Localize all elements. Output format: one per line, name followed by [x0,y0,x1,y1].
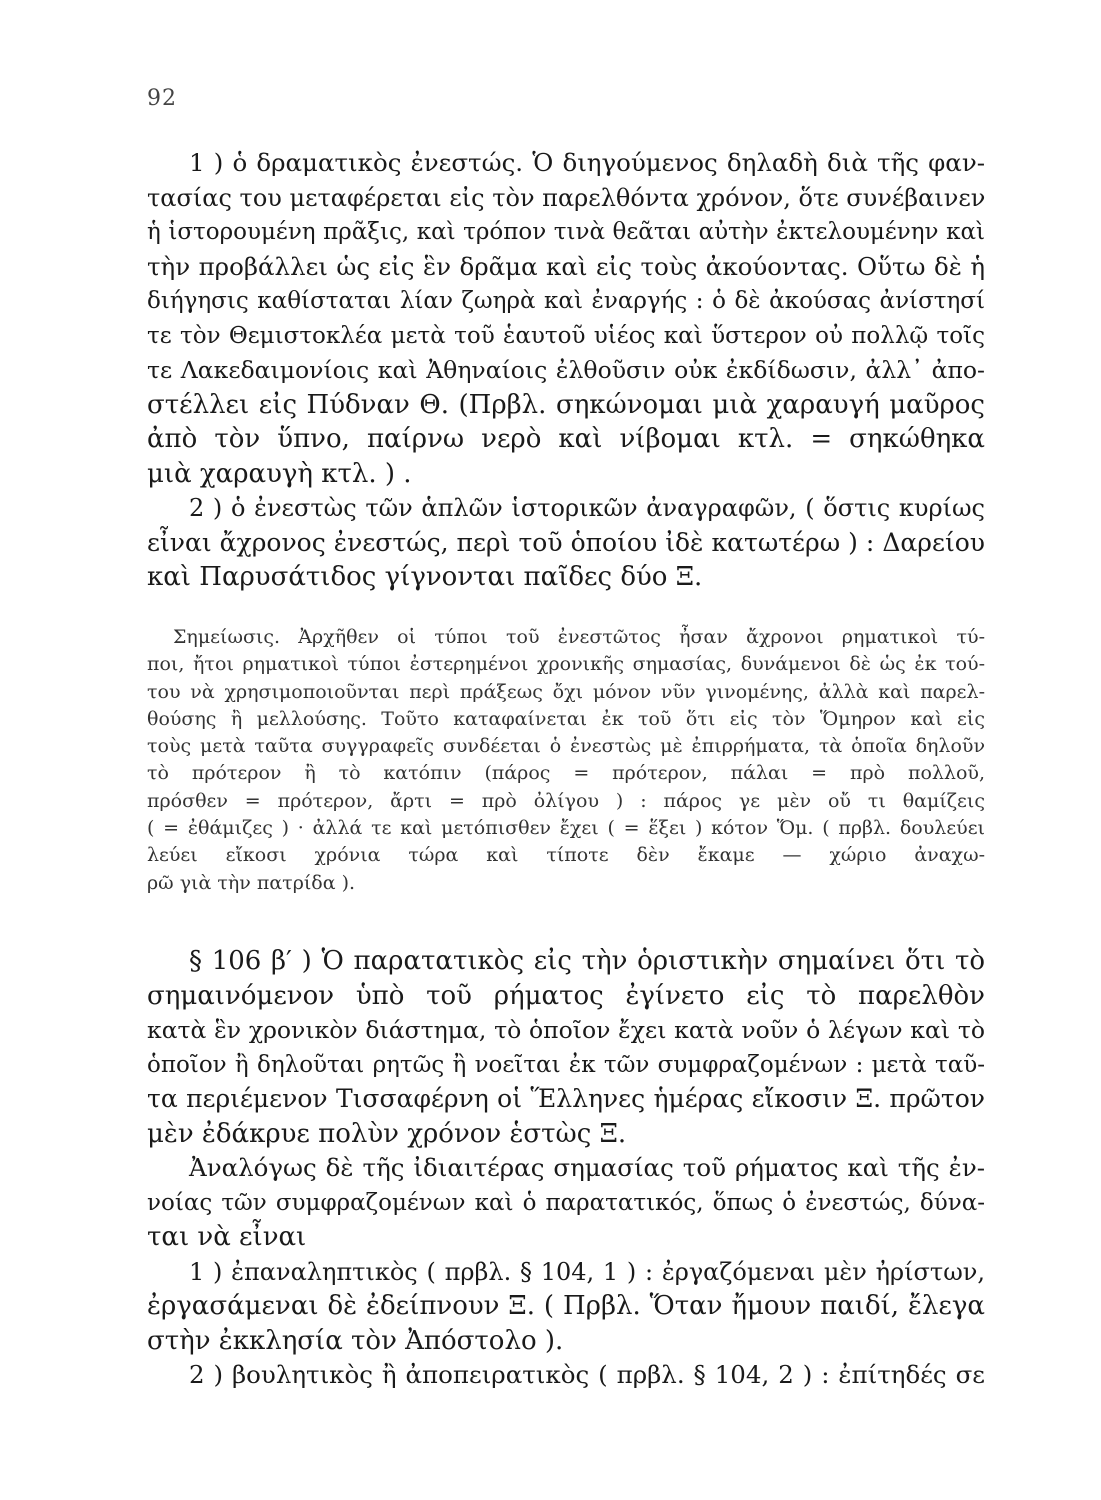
note-line: Σημείωσις. Ἀρχῆθεν οἱ τύποι τοῦ ἐνεστῶτος ἦσαν ἄχρονοι ρηματικοὶ τύ- [173,626,985,648]
note-line: πρόσθεν = πρότερον, ἄρτι = πρὸ ὀλίγου ) : πάρος γε μὲν οὔ τι θαμίζεις [147,789,985,812]
text-line: εἶναι ἄχρονος ἐνεστώς, περὶ τοῦ ὁποίου ἰδὲ κατωτέρω ) : Δαρείου [147,527,985,557]
note-line: ρῶ γιὰ τὴν πατρίδα ). [147,871,356,894]
text-line: μὲν ἐδάκρυε πολὺν χρόνον ἑστὼς Ξ. [147,1118,627,1149]
text-line: ἐργασάμεναι δὲ ἐδείπνουν Ξ. ( Πρβλ. Ὅταν ἤμουν παιδί, ἔλεγα [147,1291,985,1321]
text-line: καὶ Παρυσάτιδος γίγνονται παῖδες δύο Ξ. [147,562,703,592]
text-line: 2 ) ὁ ἐνεστὼς τῶν ἁπλῶν ἱστορικῶν ἀναγραφῶν, ( ὅστις κυρίως [189,494,985,522]
note-line: λεύει εἴκοσι χρόνια τώρα καὶ τίποτε δὲν ἔκαμε — χώριο ἀναχω- [147,844,985,867]
text-line: νοίας τῶν συμφραζομένων καὶ ὁ παρατατικός, ὅπως ὁ ἐνεστώς, δύνα- [147,1189,985,1216]
text-line: τὴν προβάλλει ὡς εἰς ἓν δρᾶμα καὶ εἰς τοὺς ἀκούοντας. Οὕτω δὲ ἡ [147,251,985,281]
text-line: κατὰ ἓν χρονικὸν διάστημα, τὸ ὁποῖον ἔχει κατὰ νοῦν ὁ λέγων καὶ τὸ [147,1016,985,1044]
text-line: ἀπὸ τὸν ὕπνο, παίρνω νερὸ καὶ νίβομαι κτλ. = σηκώθηκα [147,424,985,454]
text-line: 2 ) βουλητικὸς ἢ ἀποπειρατικὸς ( πρβλ. § 104, 2 ) : ἐπίτηδές σε [189,1360,985,1389]
text-line: ται νὰ εἶναι [147,1222,307,1252]
note-line: τὸ πρότερον ἢ τὸ κατόπιν (πάρος = πρότερον, πάλαι = πρὸ πολλοῦ, [147,762,985,785]
note-block [147,624,985,897]
text-line: 1 ) ἐπαναληπτικὸς ( πρβλ. § 104, 1 ) : ἐργαζόμεναι μὲν ἠρίστων, [189,1257,985,1286]
text-line: ἡ ἱστορουμένη πρᾶξις, καὶ τρόπον τινὰ θεᾶται αὐτὴν ἐκτελουμένην καὶ [147,219,985,245]
text-line: σημαινόμενον ὑπὸ τοῦ ρήματος ἐγίνετο εἰς τὸ παρελθὸν [147,980,985,1011]
text-line: διήγησις καθίσταται λίαν ζωηρὰ καὶ ἐναργής : ὁ δὲ ἀκούσας ἀνίστησί [147,288,985,314]
note-line: τοὺς μετὰ ταῦτα συγγραφεῖς συνδέεται ὁ ἐνεστὼς μὲ ἐπιρρήματα, τὰ ὁποῖα δηλοῦν [147,735,985,758]
text-line: τε Λακεδαιμονίοις καὶ Ἀθηναίοις ἐλθοῦσιν οὐκ ἐκδίδωσιν, ἀλλ᾽ ἀπο- [147,356,985,384]
note-line: ( = ἐθάμιζες ) · ἀλλά τε καὶ μετόπισθεν ἔχει ( = ἕξει ) κότον Ὅμ. ( πρβλ. δουλεύει [147,817,985,840]
note-line: του νὰ χρησιμοποιοῦνται περὶ πράξεως ὄχι μόνον νῦν γινομένης, ἀλλὰ καὶ παρελ- [147,680,985,703]
note-line: θούσης ἢ μελλούσης. Τοῦτο καταφαίνεται ἐκ τοῦ ὅτι εἰς τὸν Ὅμηρον καὶ εἰς [147,707,985,730]
page-number: 92 [147,86,177,111]
text-line: τασίας του μεταφέρεται εἰς τὸν παρελθόντα χρόνον, ὅτε συνέβαινεν [147,183,986,212]
section-106-imperfect [147,944,985,1393]
section-dramatic-present [147,146,985,595]
text-line: στέλλει εἰς Πύδναν Θ. (Πρβλ. σηκώνομαι μιὰ χαραυγή μαῦρος [147,389,985,420]
text-line: Ἀναλόγως δὲ τῆς ἰδιαιτέρας σημασίας τοῦ ρήματος καὶ τῆς ἐν- [189,1153,985,1182]
section-heading-line: § 106 β′ ) Ὁ παρατατικὸς εἰς τὴν ὁριστικὴν σημαίνει ὅτι τὸ [189,946,985,976]
text-line: 1 ) ὁ δραματικὸς ἐνεστώς. Ὁ διηγούμενος δηλαδὴ διὰ τῆς φαν- [189,148,985,177]
text-line: τε τὸν Θεμιστοκλέα μετὰ τοῦ ἑαυτοῦ υἱέος καὶ ὕστερον οὐ πολλῷ τοῖς [147,322,985,349]
text-line: ὁποῖον ἢ δηλοῦται ρητῶς ἢ νοεῖται ἐκ τῶν συμφραζομένων : μετὰ ταῦ- [147,1051,985,1078]
text-line: μιὰ χαραυγὴ κτλ. ) . [147,458,412,489]
text-line: στὴν ἐκκλησία τὸν Ἀπόστολο ). [147,1325,564,1356]
note-line: ποι, ἤτοι ρηματικοὶ τύποι ἐστερημένοι χρονικῆς σημασίας, δυνάμενοι δὲ ὡς ἐκ τού- [147,653,985,676]
text-line: τα περιέμενον Τισσαφέρνη οἱ Ἕλληνες ἡμέρας εἴκοσιν Ξ. πρῶτον [147,1084,985,1113]
